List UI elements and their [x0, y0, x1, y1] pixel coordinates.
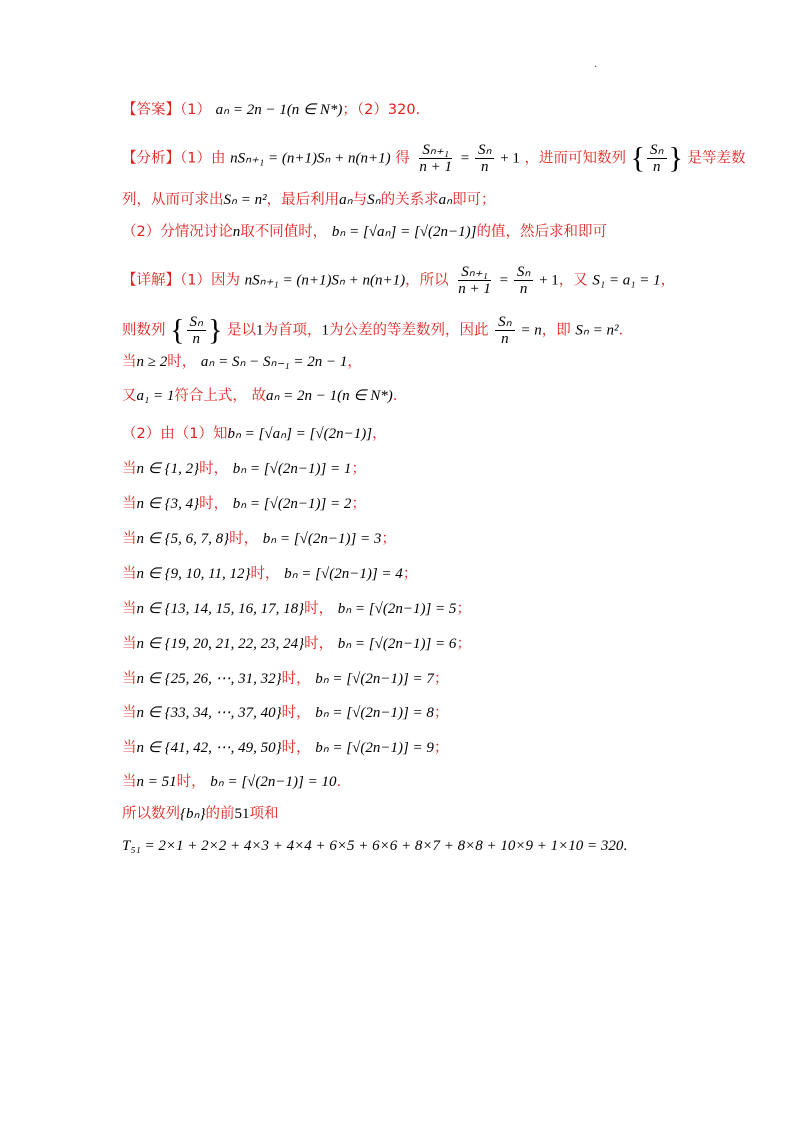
analysis-line-3: （2）分情况讨论n取不同值时， bₙ = [√aₙ] = [√(2n−1)]的值，然后求和即可: [122, 224, 607, 240]
sum-formula: T₅₁ = 2×1 + 2×2 + 4×3 + 4×4 + 6×5 + 6×6 + 8×7 + 8×8 + 10×9 + 1×10 = 320: [122, 838, 624, 854]
analysis-line-2: 列，从而可求出Sₙ = n²，最后利用aₙ与Sₙ的关系求aₙ即可；: [122, 192, 496, 208]
fraction: $\frac{\text{Sₙ₊₁}}{n + 1}$: [419, 142, 452, 175]
detail-label: 【详解】: [122, 272, 180, 289]
summary-total: T₅₁ = 2×1 + 2×2 + 4×3 + 4×4 + 6×5 + 6×6 + 8×7 + 8×8 + 10×9 + 1×10 = 320.: [122, 838, 628, 854]
fraction: $\frac{\text{Sₙ}}{n}$: [514, 264, 533, 297]
fraction: $\frac{\text{Sₙ₊₁}}{n + 1}$: [458, 264, 491, 297]
case-line: 当n ∈ {3, 4}时， bₙ = [√(2n−1)] = 2；: [122, 496, 366, 512]
fraction: $\frac{\text{Sₙ}}{n}$: [495, 314, 514, 347]
corner-mark: ·: [594, 62, 598, 73]
analysis-label: 【分析】: [122, 150, 180, 167]
case-line: 当n = 51时， bₙ = [√(2n−1)] = 10.: [122, 774, 342, 790]
analysis-line-1: 【分析】（1）由 nSₙ₊₁ = (n+1)Sₙ + n(n+1) 得 $\frac{\text{Sₙ₊₁}}{n + 1}$ = $\frac{\text{Sₙ}}{n}$ + 1 ，进而可知数列 { $\frac{\text{Sₙ}}{n}$ } 是等差数: [122, 141, 746, 175]
detail-line-5: （2）由（1）知bₙ = [√aₙ] = [√(2n−1)]，: [122, 426, 387, 442]
detail-line-1: 【详解】（1）因为 nSₙ₊₁ = (n+1)Sₙ + n(n+1)，所以 $\frac{\text{Sₙ₊₁}}{n + 1}$ = $\frac{\text{Sₙ}}{n}$ + 1，又 S₁ = a₁ = 1，: [122, 264, 676, 297]
answer-line: 【答案】（1） aₙ = 2n − 1(n ∈ N*)；（2）320.: [122, 102, 421, 118]
case-line: 当n ∈ {33, 34, ⋯, 37, 40}时， bₙ = [√(2n−1)] = 8；: [122, 705, 449, 721]
answer-formula-1: aₙ = 2n − 1(n ∈ N*): [215, 102, 343, 118]
fraction: $\frac{\text{Sₙ}}{n}$: [475, 142, 494, 175]
answer-label: 【答案】: [122, 102, 180, 118]
sequence-fraction: $\frac{\text{Sₙ}}{n}$: [647, 142, 666, 175]
case-line: 当n ∈ {19, 20, 21, 22, 23, 24}时， bₙ = [√(2n−1)] = 6；: [122, 636, 471, 652]
detail-line-2: 则数列 { $\frac{\text{Sₙ}}{n}$ } 是以1为首项，1为公差的等差数列，因此 $\frac{\text{Sₙ}}{n}$ = n，即 Sₙ = n².: [122, 313, 624, 347]
case-line: 当n ∈ {5, 6, 7, 8}时， bₙ = [√(2n−1)] = 3；: [122, 531, 396, 547]
sequence-fraction: $\frac{\text{Sₙ}}{n}$: [187, 314, 206, 347]
case-line: 当n ∈ {25, 26, ⋯, 31, 32}时， bₙ = [√(2n−1)] = 7；: [122, 671, 449, 687]
case-line: 当n ∈ {9, 10, 11, 12}时， bₙ = [√(2n−1)] = 4；: [122, 566, 418, 582]
summary-line: 所以数列{bₙ}的前51项和: [122, 806, 279, 822]
case-line: 当n ∈ {41, 42, ⋯, 49, 50}时， bₙ = [√(2n−1)] = 9；: [122, 740, 449, 756]
case-line: 当n ∈ {1, 2}时， bₙ = [√(2n−1)] = 1；: [122, 461, 366, 477]
detail-line-3: 当n ≥ 2时， aₙ = Sₙ − Sₙ₋₁ = 2n − 1，: [122, 354, 362, 370]
case-line: 当n ∈ {13, 14, 15, 16, 17, 18}时， bₙ = [√(2n−1)] = 5；: [122, 601, 471, 617]
detail-line-4: 又a₁ = 1符合上式， 故aₙ = 2n − 1(n ∈ N*).: [122, 388, 398, 404]
